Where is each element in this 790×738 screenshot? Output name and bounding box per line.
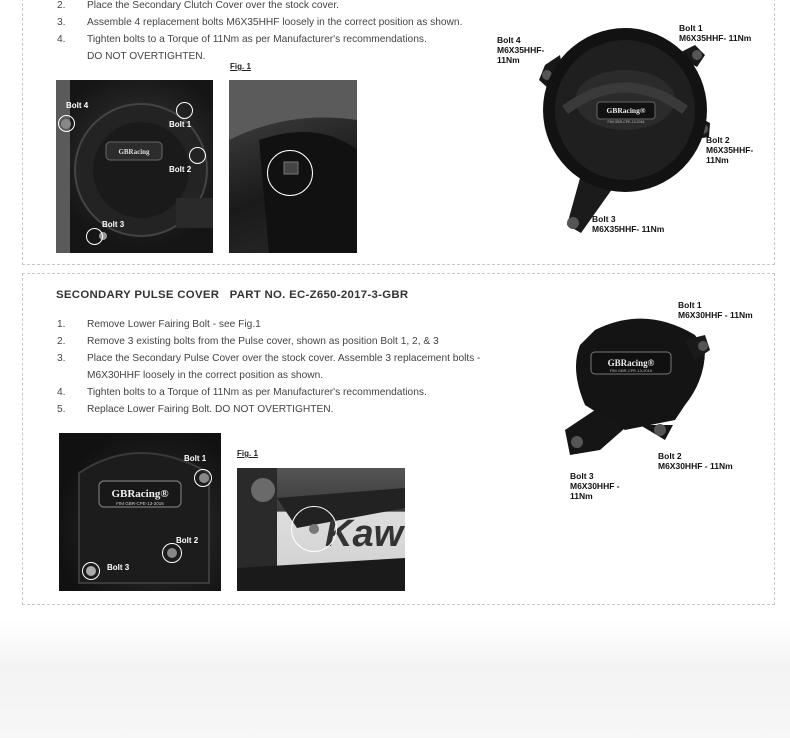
clutch-callout-bolt3: Bolt 3 M6X35HHF- 11Nm — [592, 214, 665, 234]
fairing-fig1-photo — [237, 468, 405, 591]
clutch-fig1-photo — [229, 80, 357, 253]
bolt2-ring — [189, 147, 206, 164]
pulse-callout-bolt3: Bolt 3 M6X30HHF - 11Nm — [570, 471, 620, 501]
fairing-bolt-ring — [267, 150, 313, 196]
pulse-photo-logo: GBRacing® — [111, 488, 169, 500]
step-item: DO NOT OVERTIGHTEN. — [87, 51, 206, 62]
photo-label-bolt3: Bolt 3 — [102, 220, 125, 229]
photo-label-bolt3: Bolt 3 — [107, 563, 130, 572]
step-item: 4. Tighten bolts to a Torque of 11Nm as per Manufacturer's recommendations. — [57, 34, 427, 45]
pulse-callout-bolt2: Bolt 2 M6X30HHF - 11Nm — [658, 451, 733, 471]
photo-label-bolt2: Bolt 2 — [176, 536, 199, 545]
photo-label-bolt1: Bolt 1 — [184, 454, 207, 463]
step-item: 2. Remove 3 existing bolts from the Pulse cover, shown as position Bolt 1, 2, & 3 — [57, 336, 439, 347]
photo-label-bolt1: Bolt 1 — [169, 120, 192, 129]
fig-label: Fig. 1 — [230, 62, 251, 71]
clutch-callout-bolt4: Bolt 4 M6X35HHF- 11Nm — [497, 35, 545, 65]
pulse-product-logo: GBRacing® — [607, 358, 655, 368]
pulse-product-subtext: FIM GBR-CPE-13-2016 — [609, 368, 653, 373]
clutch-cover-steps — [57, 0, 497, 65]
step-item: M6X30HHF loosely in the correct position as shown. — [87, 370, 324, 381]
clutch-callout-bolt1: Bolt 1 M6X35HHF- 11Nm — [679, 23, 752, 43]
pulse-photo-subtext: FIM GBR-CPE-13-2016 — [116, 501, 164, 506]
pulse-cover-steps — [57, 316, 527, 418]
bolt3-ring — [86, 228, 103, 245]
cover-logo-text: GBRacing® — [606, 106, 646, 115]
fig-label: Fig. 1 — [237, 449, 258, 458]
step-item: 2. Place the Secondary Clutch Cover over the stock cover. — [57, 0, 339, 11]
bolt2-ring — [162, 543, 182, 563]
page-footer-fade — [0, 620, 790, 738]
photo-label-bolt2: Bolt 2 — [169, 165, 192, 174]
clutch-callout-bolt2: Bolt 2 M6X35HHF- 11Nm — [706, 135, 754, 165]
pulse-cover-installed-photo — [59, 433, 221, 591]
bolt1-ring — [194, 469, 212, 487]
bolt3-ring — [82, 562, 100, 580]
cover-subtext: FIM GBR-CPE-13-2016 — [607, 120, 645, 124]
bolt1-ring — [176, 102, 193, 119]
step-item: 1. Remove Lower Fairing Bolt - see Fig.1 — [57, 319, 261, 330]
pulse-callout-bolt1: Bolt 1 M6X30HHF - 11Nm — [678, 300, 753, 320]
step-item: 3. Place the Secondary Pulse Cover over the stock cover. Assemble 3 replacement bolts - — [57, 353, 481, 364]
pulse-cover-heading: SECONDARY PULSE COVER PART NO. EC-Z650-2017-3-GBR — [56, 289, 409, 301]
clutch-cover-product-image — [525, 25, 715, 240]
bolt4-ring — [58, 115, 75, 132]
fairing-bolt-ring — [291, 506, 337, 552]
fairing-brand-text: Kaw — [325, 513, 404, 555]
photo-label-bolt4: Bolt 4 — [66, 101, 89, 110]
svg-text:GBRacing: GBRacing — [118, 148, 150, 156]
step-item: 3. Assemble 4 replacement bolts M6X35HHF loosely in the correct position as shown. — [57, 17, 463, 28]
step-item: 5. Replace Lower Fairing Bolt. DO NOT OVERTIGHTEN. — [57, 404, 334, 415]
step-item: 4. Tighten bolts to a Torque of 11Nm as per Manufacturer's recommendations. — [57, 387, 427, 398]
clutch-cover-installed-photo — [56, 80, 213, 253]
pulse-cover-product-image — [555, 310, 715, 470]
